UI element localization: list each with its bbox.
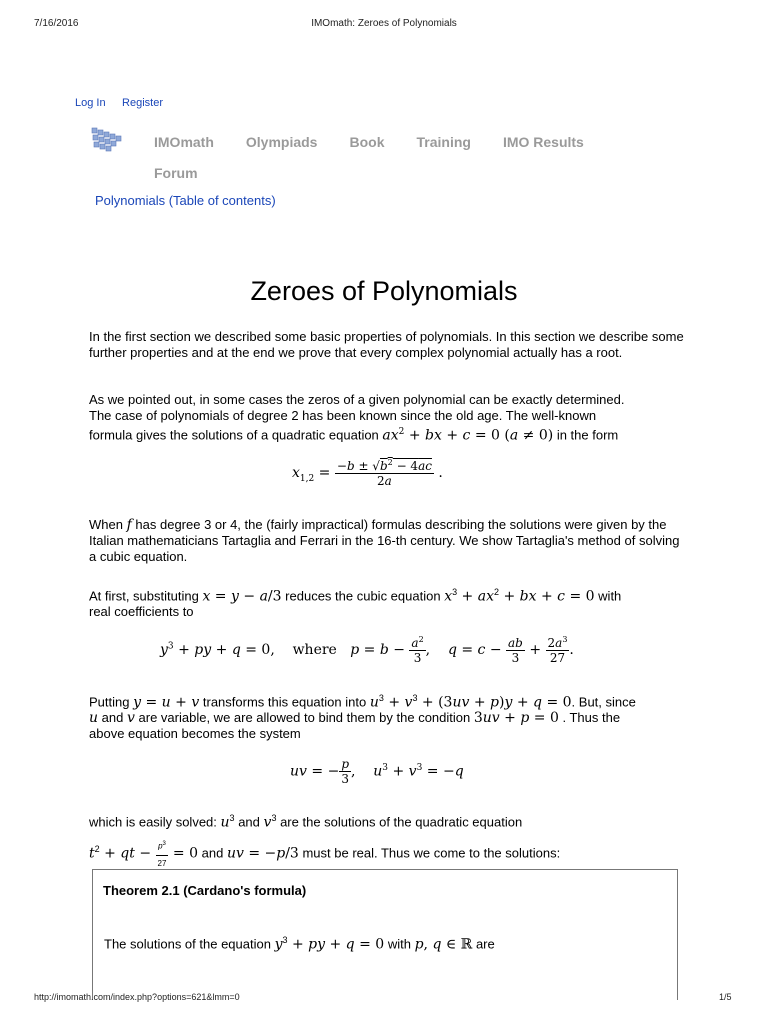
toc-link[interactable]: Polynomials (Table of contents) <box>95 193 276 208</box>
theorem-title: Theorem 2.1 (Cardano's formula) <box>103 883 307 898</box>
substitution-uv-paragraph: Putting y = u + v transforms this equation into $u^3 + v^3 + (3uv + p)y + q = 0$. But, since u and v are variable, we are allowed to bind them by the condition 3uv + p = 0 . Thus the above equation becomes the system <box>89 693 636 742</box>
cubic-history-paragraph: When f has degree 3 or 4, the (fairly impractical) formulas describing the solutions were given by the Italian mathematicians Tartaglia and Ferrari in the 16-th century. We show Tartaglia's method of solving a cubic equation. <box>89 517 680 564</box>
auth-links <box>75 93 163 111</box>
quadratic-paragraph: As we pointed out, in some cases the zeros of a given polynomial can be exactly determined. The case of polynomials of degree 2 has been known since the old age. The well-known formula gives the solutions of a quadratic equation $ax^2$ + bx + c = 0 (a ≠ 0) in the form <box>89 392 625 444</box>
substitution-paragraph: At first, substituting x = y − a/3 reduces the cubic equation $x^3 + ax^2$ + bx + c = 0 with real coefficients to <box>89 587 622 620</box>
nav-item-book[interactable]: Book <box>349 134 385 150</box>
quadratic-formula: $x_{1,2}$ = $\frac{-b \pm √b^2 - 4ac}{2a}$ . <box>292 458 443 488</box>
nav-item-imomath[interactable]: IMOmath <box>154 134 214 150</box>
page-title: Zeroes of Polynomials <box>250 276 518 306</box>
register-link[interactable]: Register <box>122 97 164 109</box>
solution-paragraph: which is easily solved: $u^3$ and $v^3$ are the solutions of the quadratic equation $t^2$ + qt − $\frac{p^3}{27}$ = 0 and uv = −p/3 must be real. Thus we come to the solutions: <box>89 813 561 868</box>
print-page-number: 1/5 <box>719 992 732 1002</box>
intro-paragraph: In the first section we described some basic properties of polynomials. In this section we describe some further properties and at the end we prove that every complex polynomial actually has a root. <box>89 329 684 360</box>
print-date: 7/16/2016 <box>34 18 79 29</box>
nav-item-forum[interactable]: Forum <box>154 165 198 181</box>
uv-system-formula: uv = − $\frac{p}{3}$ , $u^3 + v^3 = -q$ <box>290 757 464 786</box>
nav-item-imo-results[interactable]: IMO Results <box>502 134 584 150</box>
logo[interactable] <box>90 124 124 159</box>
nav-item-training[interactable]: Training <box>416 134 471 150</box>
cube-stack-icon <box>90 124 124 154</box>
nav-item-olympiads[interactable]: Olympiads <box>245 134 318 150</box>
print-url: http://imomath.com/index.php?options=621&lmm=0 <box>34 992 240 1002</box>
login-link[interactable]: Log In <box>75 97 106 109</box>
theorem-text: The solutions of the equation $y^3$ + py + q = 0 with p, q ∈ ℝ are <box>104 935 495 953</box>
depressed-cubic-formula: $y^3$ + py + q = 0, where p = b − $\frac{a^2}{3}$ , q = c − $\frac{ab}{3}$ + $\frac{2a^3}{27}$ . <box>160 635 574 665</box>
main-nav <box>154 127 624 189</box>
print-title: IMOmath: Zeroes of Polynomials <box>311 18 457 29</box>
